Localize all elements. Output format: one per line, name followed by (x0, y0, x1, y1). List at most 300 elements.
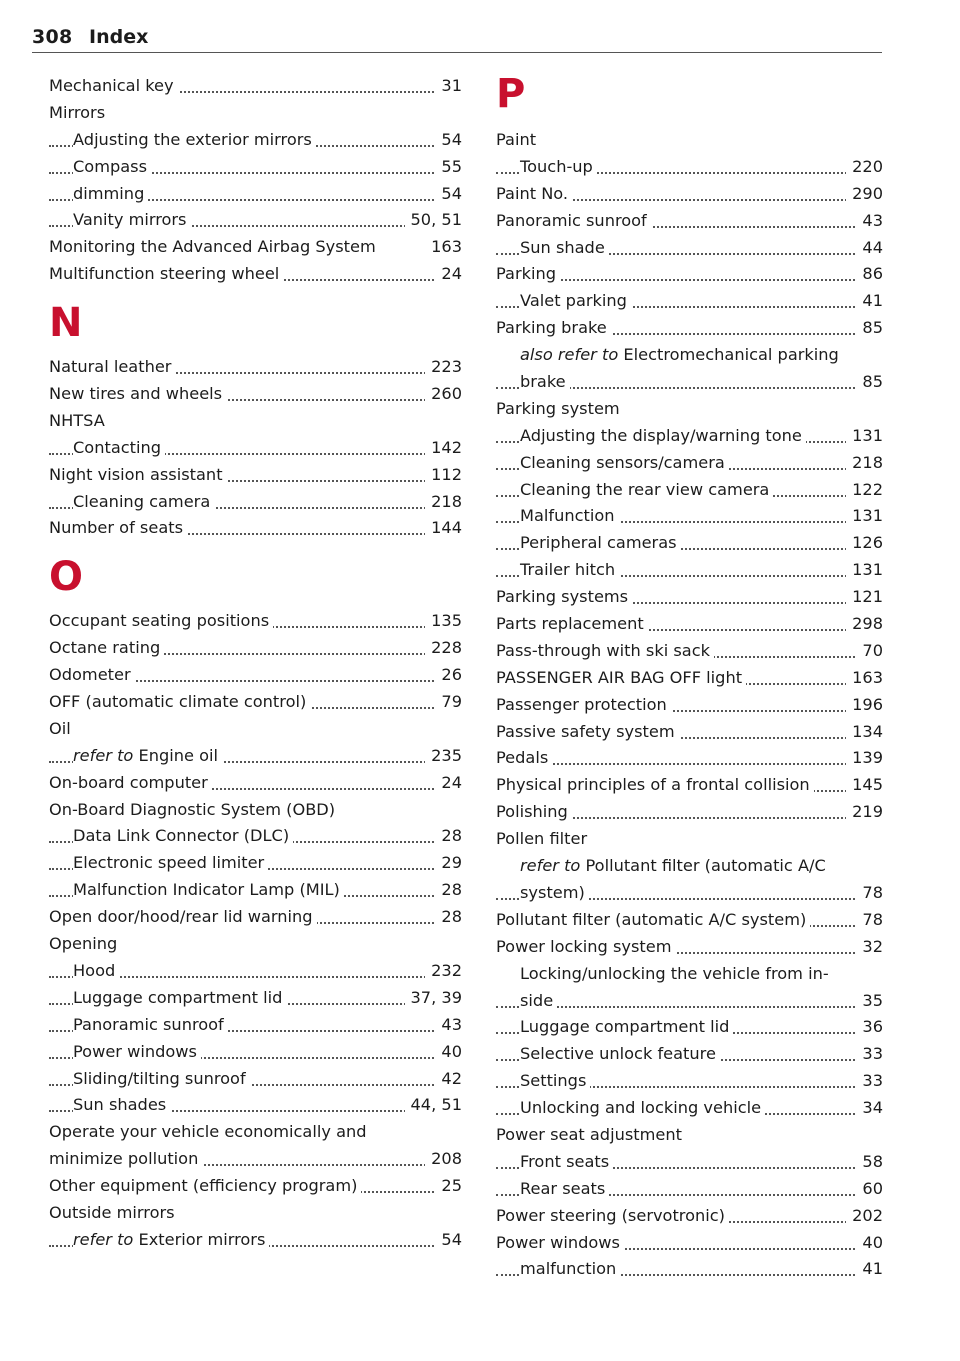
page-reference: 50, 51 (405, 207, 463, 234)
entry-reference-prefix: refer to (73, 1229, 134, 1249)
page-reference: 219 (846, 799, 883, 826)
entry-term (496, 211, 651, 230)
entry-reference-prefix: refer to (520, 856, 581, 876)
page-reference: 70 (856, 638, 883, 665)
page-reference: 58 (856, 1149, 883, 1176)
entry-term (496, 722, 679, 741)
page-reference: 54 (435, 181, 462, 208)
page-reference: 33 (856, 1041, 883, 1068)
entry-text: PASSENGER AIR BAG OFF light (496, 667, 743, 687)
entry-text: Open door/hood/rear lid warning (49, 907, 313, 927)
entry-text: Parts replacement (496, 614, 644, 634)
page-reference: 121 (846, 584, 883, 611)
index-subentry (496, 154, 883, 181)
entry-text: Engine oil (138, 745, 219, 765)
index-subentry (49, 435, 462, 462)
page-reference: 208 (425, 1146, 462, 1173)
entry-term (520, 238, 609, 257)
page-reference: 139 (846, 745, 883, 772)
entry-term (496, 802, 572, 821)
index-entry (49, 1200, 462, 1227)
index-subentry (496, 288, 883, 315)
entry-term (49, 800, 339, 819)
page-reference: 85 (856, 315, 883, 342)
entry-term (496, 587, 632, 606)
entry-term (73, 492, 214, 511)
index-entry (496, 1230, 883, 1257)
entry-text: Natural leather (49, 357, 172, 377)
index-entry (496, 799, 883, 826)
entry-term (520, 345, 843, 364)
index-subentry (496, 557, 883, 584)
index-column-right (496, 73, 883, 1283)
index-subentry (496, 369, 883, 396)
page-reference: 235 (425, 743, 462, 770)
entry-text: dimming (73, 183, 145, 203)
entry-term (73, 157, 151, 176)
index-entry (49, 408, 462, 435)
entry-term (73, 826, 293, 845)
page-reference: 40 (435, 1039, 462, 1066)
entry-term (496, 614, 648, 633)
dot-leader (496, 763, 883, 765)
entry-text: Contacting (73, 437, 162, 457)
page-header (32, 26, 882, 53)
entry-text: Panoramic sunroof (73, 1014, 224, 1034)
entry-text: Vanity mirrors (73, 210, 187, 230)
entry-term (520, 453, 729, 472)
entry-text: Outside mirrors (49, 1202, 175, 1222)
index-entry (49, 1146, 462, 1173)
index-entry (496, 826, 883, 853)
entry-term (496, 695, 671, 714)
index-entry (496, 907, 883, 934)
entry-term (496, 399, 624, 418)
page-reference: 41 (856, 288, 883, 315)
page-reference: 28 (435, 904, 462, 931)
entry-term (49, 518, 187, 537)
entry-term (496, 184, 572, 203)
entry-term (49, 411, 109, 430)
entry-term (49, 76, 178, 95)
page-reference: 228 (425, 635, 462, 662)
entry-text: Number of seats (49, 518, 184, 538)
entry-text: Sliding/tilting sunroof (73, 1068, 246, 1088)
entry-text: Sun shade (520, 237, 605, 257)
page-reference: 40 (856, 1230, 883, 1257)
index-entry (49, 797, 462, 824)
page-reference: 202 (846, 1203, 883, 1230)
entry-term (73, 130, 316, 149)
entry-term (520, 991, 557, 1010)
page-reference: 144 (425, 515, 462, 542)
entry-term (73, 184, 148, 203)
index-subentry (496, 503, 883, 530)
entry-text: Data Link Connector (DLC) (73, 826, 290, 846)
index-entry (49, 931, 462, 958)
entry-term (73, 880, 344, 899)
section-letter-p: P (496, 71, 526, 117)
entry-text: Mechanical key (49, 76, 174, 95)
index-subentry (496, 1256, 883, 1283)
index-subentry (496, 423, 883, 450)
entry-text: Power windows (73, 1041, 197, 1061)
entry-text: Paint No. (496, 183, 569, 203)
entry-term (496, 910, 810, 929)
entry-text: Rear seats (520, 1178, 606, 1198)
index-entry (496, 772, 883, 799)
index-subentry (49, 823, 462, 850)
entry-text: Power steering (servotronic) (496, 1205, 725, 1225)
entry-text: Exterior mirrors (138, 1229, 266, 1249)
index-subentry (49, 181, 462, 208)
index-entry (49, 73, 462, 100)
index-subentry (49, 850, 462, 877)
entry-term (520, 856, 830, 875)
entry-term (49, 934, 121, 953)
entry-text: side (520, 990, 554, 1010)
index-subentry (49, 1012, 462, 1039)
page-reference: 37, 39 (405, 985, 463, 1012)
page-reference: 28 (435, 823, 462, 850)
index-subentry (49, 1227, 462, 1254)
index-entry (496, 692, 883, 719)
entry-text: Electronic speed limiter (73, 853, 265, 873)
index-entry (49, 462, 462, 489)
entry-text: Compass (73, 156, 148, 176)
page-reference: 33 (856, 1068, 883, 1095)
page-reference: 44 (856, 235, 883, 262)
page-reference: 220 (846, 154, 883, 181)
page-reference: 78 (856, 907, 883, 934)
entry-term (73, 1069, 250, 1088)
index-subentry (49, 207, 462, 234)
entry-term (49, 264, 283, 283)
index-subentry (496, 880, 883, 907)
entry-term (520, 1179, 609, 1198)
page-reference: 290 (846, 181, 883, 208)
entry-text: Malfunction (520, 506, 615, 526)
entry-term (520, 1259, 620, 1278)
index-subentry (496, 988, 883, 1015)
page-reference: 126 (846, 530, 883, 557)
index-entry (49, 662, 462, 689)
entry-term (49, 638, 164, 657)
page-reference: 86 (856, 261, 883, 288)
page-reference: 34 (856, 1095, 883, 1122)
index-subentry (496, 961, 883, 988)
entry-term (496, 1233, 624, 1252)
index-entry (49, 515, 462, 542)
page-reference: 31 (435, 73, 462, 100)
entry-term (73, 1095, 170, 1114)
page-reference: 131 (846, 503, 883, 530)
index-subentry (49, 127, 462, 154)
page-reference: 78 (856, 880, 883, 907)
page-reference: 135 (425, 608, 462, 635)
index-subentry (496, 1095, 883, 1122)
entry-term (496, 318, 611, 337)
index-entry (49, 904, 462, 931)
page-reference: 44, 51 (405, 1092, 463, 1119)
entry-text: Sun shades (73, 1095, 167, 1115)
index-subentry (496, 450, 883, 477)
entry-text: Power locking system (496, 936, 672, 956)
entry-text: Pollutant filter (automatic A/C system) (496, 909, 807, 929)
entry-text: Valet parking (520, 291, 627, 311)
entry-text: Pollen filter (496, 829, 588, 849)
entry-text: Front seats (520, 1151, 610, 1171)
entry-text: Parking (496, 264, 557, 284)
page-number: 308 (32, 26, 73, 48)
entry-text: Pass-through with ski sack (496, 640, 710, 660)
entry-term (496, 1206, 729, 1225)
page-reference: 36 (856, 1014, 883, 1041)
entry-text: Parking system (496, 398, 620, 418)
index-subentry (49, 1039, 462, 1066)
page-reference: 122 (846, 477, 883, 504)
entry-text: Occupant seating positions (49, 611, 270, 631)
page-reference: 26 (435, 662, 462, 689)
page-reference: 32 (856, 934, 883, 961)
entry-term (49, 611, 273, 630)
entry-term (496, 264, 560, 283)
entry-text: Passenger protection (496, 694, 667, 714)
entry-term (49, 773, 212, 792)
entry-term (520, 1071, 590, 1090)
entry-term (73, 988, 286, 1007)
index-subentry (49, 877, 462, 904)
entry-text: Cleaning the rear view camera (520, 479, 770, 499)
entry-term (73, 210, 191, 229)
entry-term (49, 103, 109, 122)
entry-term (520, 426, 806, 445)
entry-text: Pedals (496, 748, 549, 768)
entry-text: Multifunction steering wheel (49, 264, 280, 284)
entry-term (520, 291, 631, 310)
page-reference: 43 (435, 1012, 462, 1039)
entry-text: Odometer (49, 665, 131, 685)
entry-text: Panoramic sunroof (496, 210, 647, 230)
entry-text: Power seat adjustment (496, 1124, 682, 1144)
entry-reference-prefix: also refer to (520, 345, 619, 365)
entry-term (73, 1042, 201, 1061)
page-reference: 163 (425, 234, 462, 261)
page-reference: 25 (435, 1173, 462, 1200)
page-reference: 196 (846, 692, 883, 719)
entry-term (49, 665, 135, 684)
entry-term (49, 907, 317, 926)
entry-term (520, 157, 597, 176)
entry-text: Electromechanical parking (623, 345, 839, 365)
entry-text: Adjusting the exterior mirrors (73, 129, 312, 149)
page-reference: 42 (435, 1066, 462, 1093)
entry-term (73, 1015, 228, 1034)
entry-term (496, 1125, 686, 1144)
index-entry (49, 770, 462, 797)
entry-text: Polishing (496, 802, 568, 822)
entry-text: Hood (73, 960, 116, 980)
page-title: Index (89, 26, 149, 48)
index-entry (49, 354, 462, 381)
index-entry (496, 584, 883, 611)
index-subentry (49, 743, 462, 770)
entry-term (49, 1122, 371, 1141)
index-subentry (49, 1066, 462, 1093)
page-reference: 60 (856, 1176, 883, 1203)
entry-text: On-Board Diagnostic System (OBD) (49, 799, 336, 819)
page-reference: 260 (425, 381, 462, 408)
entry-term (520, 533, 681, 552)
entry-term (73, 746, 222, 765)
index-subentry (496, 1149, 883, 1176)
page-reference: 79 (435, 689, 462, 716)
entry-term (520, 560, 619, 579)
entry-text: system) (520, 882, 585, 902)
page-reference: 142 (425, 435, 462, 462)
page-reference: 55 (435, 154, 462, 181)
page-reference: 131 (846, 557, 883, 584)
page-reference: 24 (435, 261, 462, 288)
index-subentry (496, 1068, 883, 1095)
index-entry (496, 396, 883, 423)
index-entry (49, 100, 462, 127)
entry-text: malfunction (520, 1259, 617, 1279)
index-subentry (49, 489, 462, 516)
entry-term (73, 853, 268, 872)
entry-text: Parking systems (496, 587, 629, 607)
entry-text: Other equipment (efficiency program) (49, 1176, 358, 1196)
entry-term (73, 961, 119, 980)
index-subentry (49, 1092, 462, 1119)
entry-text: Octane rating (49, 638, 161, 658)
index-entry (49, 635, 462, 662)
entry-term (520, 1098, 765, 1117)
entry-text: Peripheral cameras (520, 533, 677, 553)
entry-text: Adjusting the display/warning tone (520, 425, 802, 445)
page-reference: 232 (425, 958, 462, 985)
index-entry (496, 638, 883, 665)
page-reference: 163 (846, 665, 883, 692)
entry-term (49, 1176, 361, 1195)
page-reference: 41 (856, 1256, 883, 1283)
index-entry (496, 127, 883, 154)
page-reference: 298 (846, 611, 883, 638)
index-subentry (49, 154, 462, 181)
page-reference: 85 (856, 369, 883, 396)
entry-term (49, 719, 75, 738)
entry-text: Luggage compartment lid (520, 1017, 730, 1037)
page-reference: 131 (846, 423, 883, 450)
entry-text: Settings (520, 1071, 587, 1091)
index-entry (496, 315, 883, 342)
entry-text: New tires and wheels (49, 384, 223, 404)
page-reference: 28 (435, 877, 462, 904)
entry-text: Locking/unlocking the vehicle from in- (520, 963, 829, 983)
entry-term (49, 237, 380, 256)
entry-text: Unlocking and locking vehicle (520, 1098, 762, 1118)
entry-term (49, 1203, 179, 1222)
page-reference: 218 (846, 450, 883, 477)
entry-text: Malfunction Indicator Lamp (MIL) (73, 880, 340, 900)
entry-term (49, 692, 310, 711)
index-subentry (496, 477, 883, 504)
entry-text: brake (520, 372, 566, 392)
index-subentry (496, 1041, 883, 1068)
index-subentry (496, 235, 883, 262)
index-entry (49, 608, 462, 635)
index-entry (496, 181, 883, 208)
page-reference: 112 (425, 462, 462, 489)
entry-text: On-board computer (49, 772, 208, 792)
index-entry (496, 611, 883, 638)
page-reference: 54 (435, 127, 462, 154)
page-reference: 54 (435, 1227, 462, 1254)
entry-text: NHTSA (49, 410, 105, 430)
entry-term (496, 775, 814, 794)
index-subentry (496, 1176, 883, 1203)
index-subentry (496, 530, 883, 557)
entry-text: Touch-up (520, 156, 593, 176)
entry-term (520, 883, 589, 902)
index-entry (496, 261, 883, 288)
page-reference: 43 (856, 208, 883, 235)
index-subentry (496, 342, 883, 369)
entry-term (520, 506, 619, 525)
entry-term (49, 357, 175, 376)
index-entry (49, 261, 462, 288)
entry-text: Physical principles of a frontal collision (496, 775, 810, 795)
entry-text: Power windows (496, 1232, 620, 1252)
entry-term (49, 465, 227, 484)
entry-term (73, 438, 165, 457)
entry-term (520, 964, 833, 983)
section-letter-n: N (49, 300, 83, 347)
index-entry (49, 716, 462, 743)
entry-text: OFF (automatic climate control) (49, 692, 307, 712)
index-entry (49, 1173, 462, 1200)
index-column-left (49, 73, 462, 1254)
entry-term (496, 668, 746, 687)
index-entry (49, 689, 462, 716)
entry-text: Oil (49, 718, 71, 738)
entry-term (496, 130, 540, 149)
entry-text: Selective unlock feature (520, 1044, 716, 1064)
index-entry (49, 381, 462, 408)
entry-reference-prefix: refer to (73, 745, 134, 765)
entry-text: Luggage compartment lid (73, 987, 283, 1007)
page-reference: 145 (846, 772, 883, 799)
entry-term (49, 384, 226, 403)
index-entry (496, 934, 883, 961)
entry-text: Trailer hitch (520, 560, 616, 580)
index-entry (496, 665, 883, 692)
index-entry (496, 1203, 883, 1230)
index-subentry (496, 1014, 883, 1041)
entry-text: Cleaning sensors/camera (520, 452, 725, 472)
index-subentry (496, 853, 883, 880)
entry-term (520, 480, 773, 499)
entry-text: Opening (49, 934, 118, 954)
entry-term (520, 1152, 613, 1171)
entry-term (496, 748, 552, 767)
index-entry (49, 234, 462, 261)
entry-text: Paint (496, 130, 537, 149)
entry-text: Cleaning camera (73, 491, 211, 511)
page-reference: 35 (856, 988, 883, 1015)
page-reference: 218 (425, 489, 462, 516)
index-subentry (49, 958, 462, 985)
